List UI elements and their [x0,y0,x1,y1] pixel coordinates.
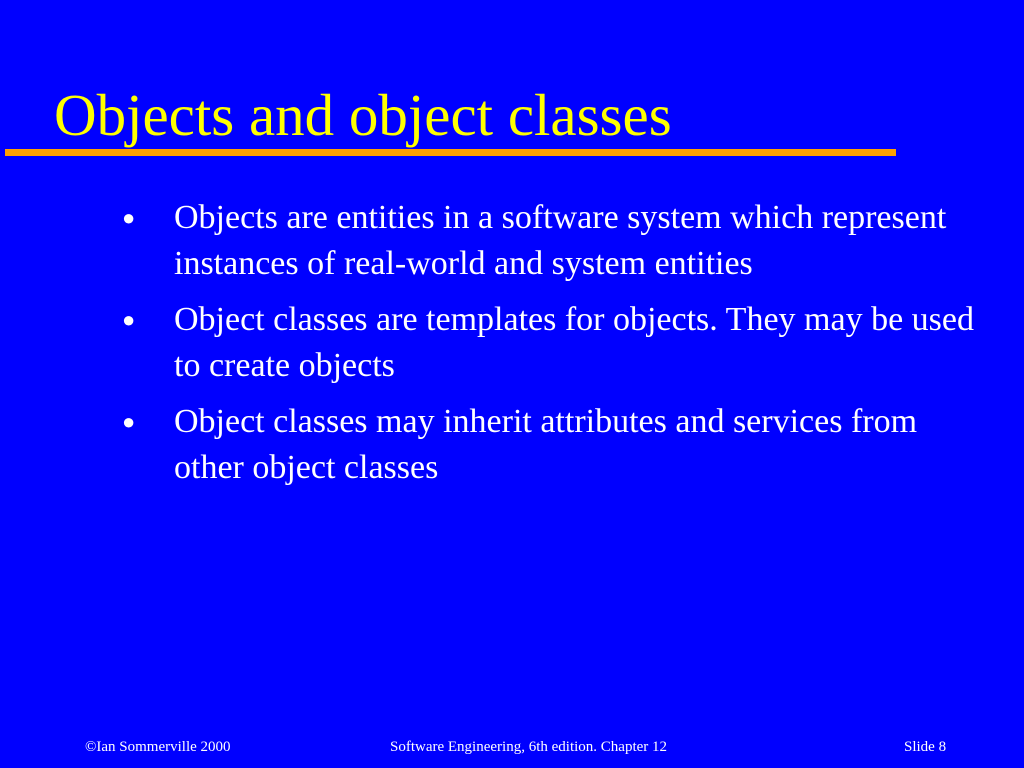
bullet-text: Objects are entities in a software system which represent instances of real-world and system entities [174,199,947,282]
bullet-text: Object classes are templates for objects. They may be used to create objects [174,301,974,384]
bullet-text: Object classes may inherit attributes and services from other object classes [174,403,918,486]
title-divider [5,149,896,156]
footer-copyright: ©Ian Sommerville 2000 [85,739,231,755]
bullet-marker: ● [122,205,136,230]
bullet-item [120,195,980,287]
bullet-list [120,195,980,501]
bullet-marker: ● [122,409,136,434]
bullet-marker: ● [122,307,136,332]
footer-book-chapter: Software Engineering, 6th edition. Chapter 12 [390,739,668,755]
bullet-item [120,297,980,389]
footer-slide-number: Slide 8 [904,739,947,755]
bullet-item [120,399,980,491]
slide-title: Objects and object classes [54,82,672,148]
